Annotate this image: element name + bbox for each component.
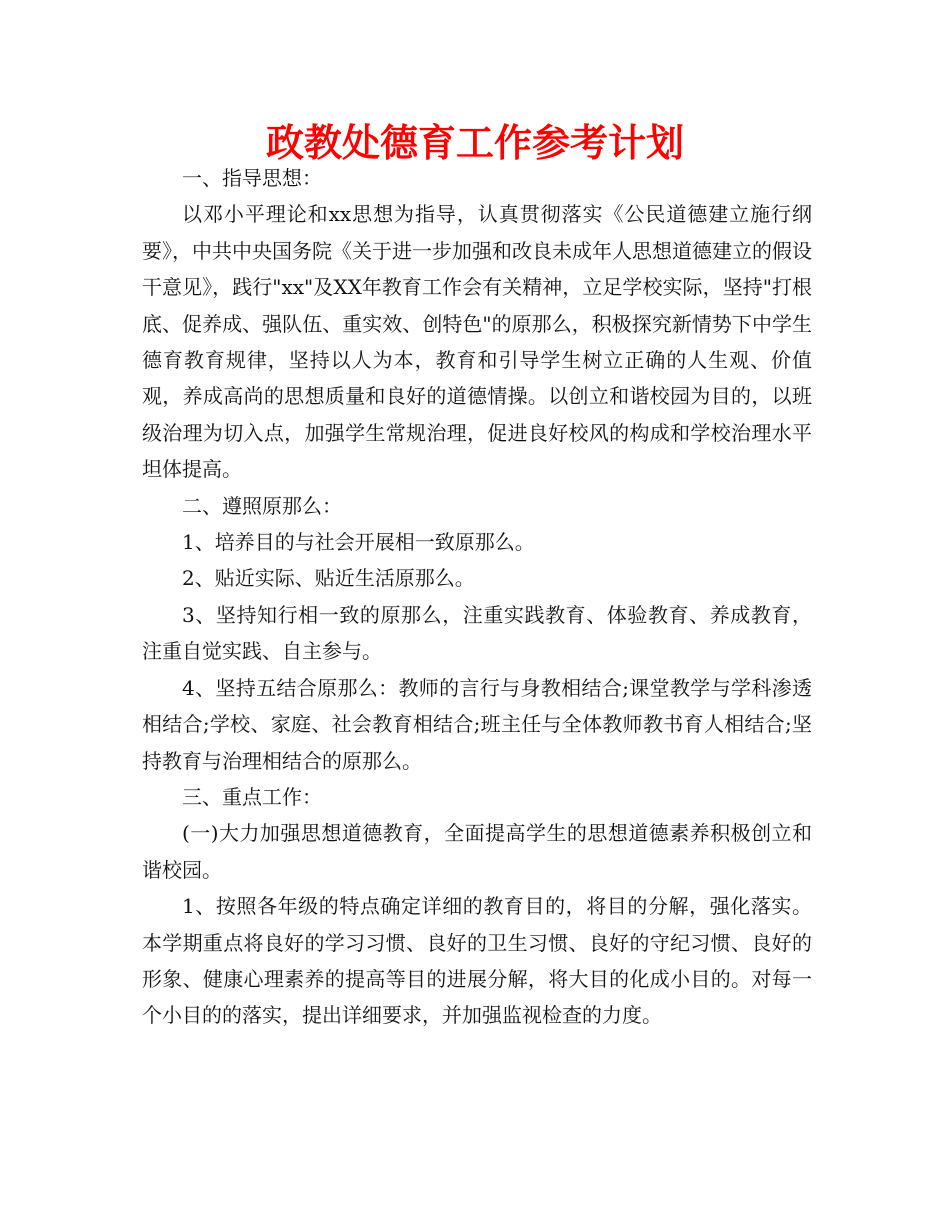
principle-item-4: 4、坚持五结合原那么：教师的言行与身教相结合;课堂教学与学科渗透相结合;学校、家庭、社会教育相结合;班主任与全体教师教书育人相结合;坚持教育与治理相结合的原那么。: [142, 675, 812, 773]
document-title: 政教处德育工作参考计划: [265, 121, 684, 165]
principle-item-3: 3、坚持知行相一致的原那么，注重实践教育、体验教育、养成教育，注重自觉实践、自主参与。: [142, 602, 812, 664]
section-heading-principles: 二、遵照原那么：: [182, 493, 342, 518]
key-work-subheading-1: (一)大力加强思想道德教育，全面提高学生的思想道德素养积极创立和谐校园。: [142, 821, 812, 882]
section-heading-guiding-ideology: 一、指导思想：: [182, 166, 322, 190]
section-heading-key-work: 三、重点工作：: [182, 784, 322, 809]
principle-item-1: 1、培养目的与社会开展相一致原那么。: [182, 530, 535, 555]
principle-item-2: 2、贴近实际、贴近生活原那么。: [182, 566, 475, 591]
key-work-item-1: 1、按照各年级的特点确定详细的教育目的，将目的分解，强化落实。本学期重点将良好的学习习惯、良好的卫生习惯、良好的守纪习惯、良好的形象、健康心理素养的提高等目的进展分解，将大目的化成小目的。对每一个小目的的落实，提出详细要求，并加强监视检查的力度。: [142, 894, 812, 1028]
document-body: [142, 160, 812, 1034]
paragraph-guiding-ideology: 以邓小平理论和xx思想为指导，认真贯彻落实《公民道德建立施行纲要》，中共中央国务院《关于进一步加强和改良未成年人思想道德建立的假设干意见》，践行"xx"及XX年教育工作会有关精神，立足学校实际，坚持"打根底、促养成、强队伍、重实效、创特色"的原那么，积极探究新情势下中学生德育教育规律，坚持以人为本，教育和引导学生树立正确的人生观、价值观，养成高尚的思想质量和良好的道德情操。以创立和谐校园为目的，以班级治理为切入点，加强学生常规治理，促进良好校风的构成和学校治理水平坦体提高。: [142, 202, 812, 482]
